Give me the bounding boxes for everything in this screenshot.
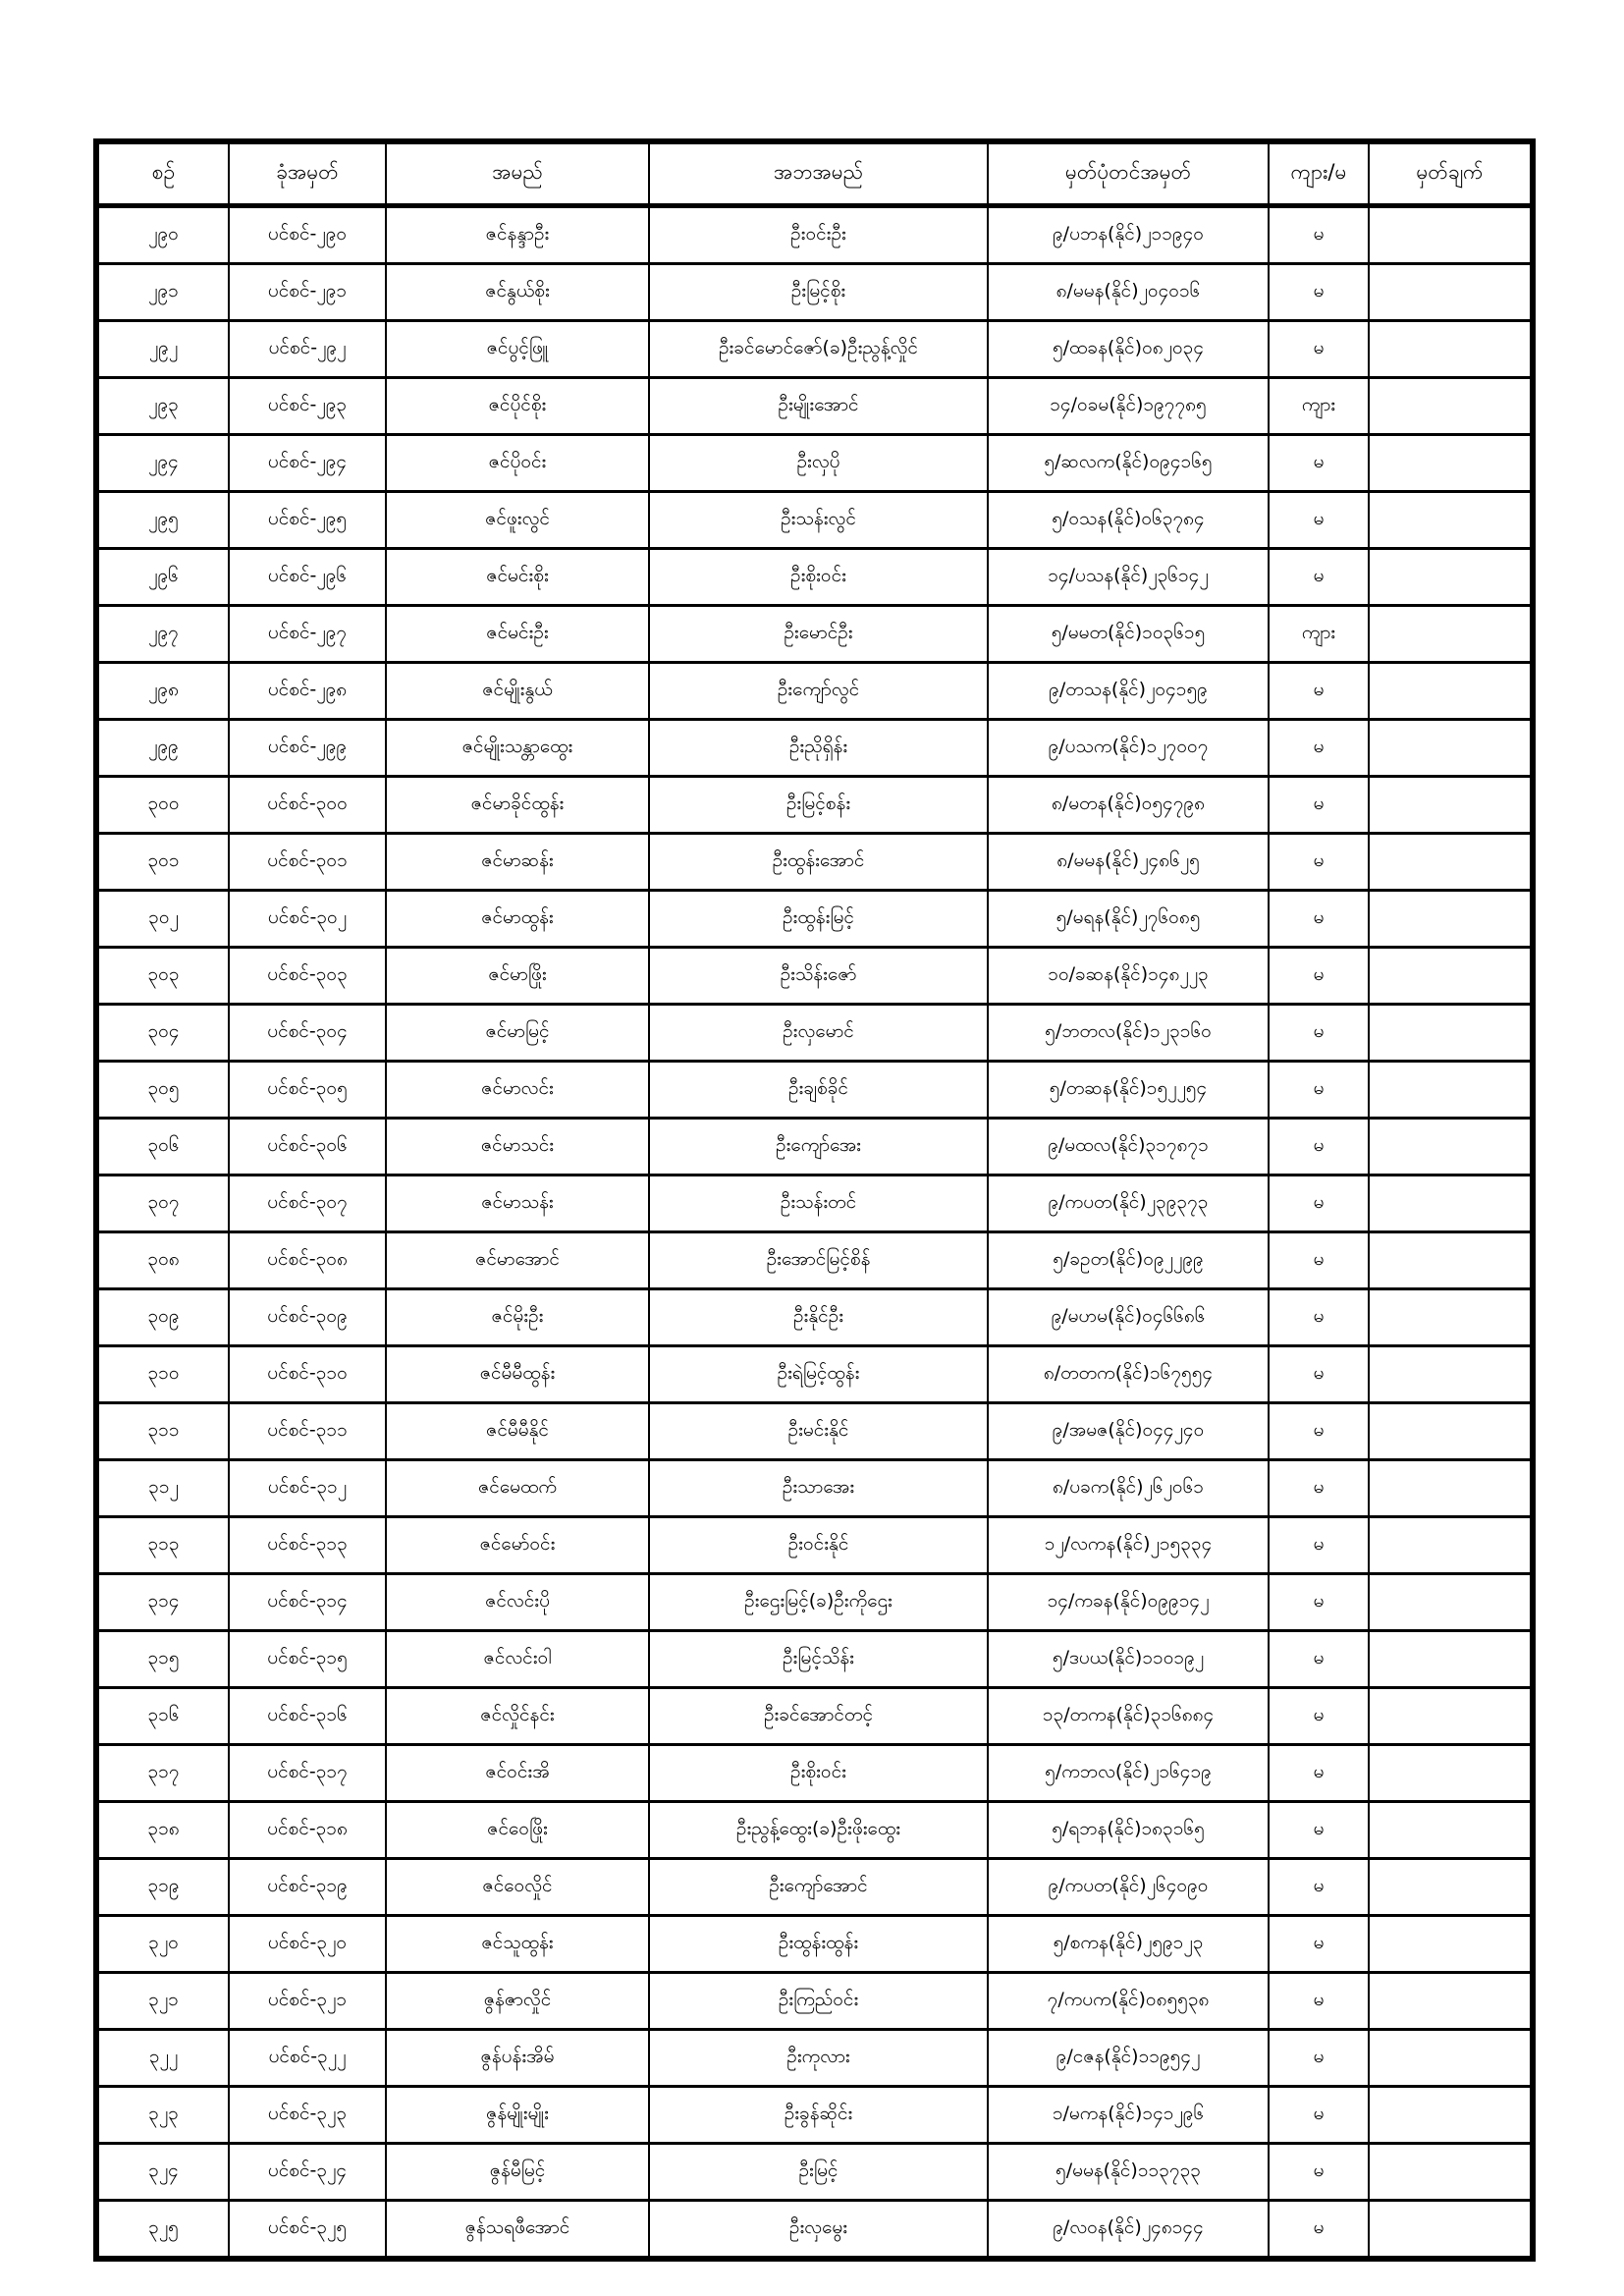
serial-cell: ၃၀၈ bbox=[96, 1232, 229, 1289]
serial-cell: ၃၁၅ bbox=[96, 1631, 229, 1688]
remark-cell bbox=[1369, 1175, 1533, 1232]
nrc-number-cell: ၈/မမန(နိုင်)၂၀၄၀၁၆ bbox=[988, 264, 1269, 321]
gender-cell: မ bbox=[1269, 2030, 1369, 2087]
table-row bbox=[96, 1631, 1533, 1688]
remark-cell bbox=[1369, 435, 1533, 492]
name-cell: ဇင်လင်းဝါ bbox=[386, 1631, 649, 1688]
serial-cell: ၃၂၃ bbox=[96, 2087, 229, 2144]
table-row bbox=[96, 2087, 1533, 2144]
nrc-number-cell: ၁၄/ပသန(နိုင်)၂၃၆၁၄၂ bbox=[988, 549, 1269, 606]
header-gender: ကျား/မ bbox=[1269, 141, 1369, 206]
roll-number-cell: ပင်စင်-၃၂၅ bbox=[229, 2201, 386, 2260]
table-row bbox=[96, 1175, 1533, 1232]
remark-cell bbox=[1369, 1005, 1533, 1062]
father-name-cell: ဦးညွန့်ထွေး(ခ)ဦးဖိုးထွေး bbox=[649, 1802, 988, 1859]
serial-cell: ၃၁၃ bbox=[96, 1517, 229, 1574]
father-name-cell: ဦးလှပို bbox=[649, 435, 988, 492]
father-name-cell: ဦးမြင့်သိန်း bbox=[649, 1631, 988, 1688]
nrc-number-cell: ၉/အမဇ(နိုင်)၀၄၄၂၄၀ bbox=[988, 1403, 1269, 1460]
table-row bbox=[96, 1232, 1533, 1289]
name-cell: ဇင်ဝေဖြိုး bbox=[386, 1802, 649, 1859]
roll-number-cell: ပင်စင်-၂၉၂ bbox=[229, 321, 386, 378]
name-cell: ဇင်ဝေလှိုင် bbox=[386, 1859, 649, 1916]
remark-cell bbox=[1369, 777, 1533, 834]
table-row bbox=[96, 1745, 1533, 1802]
roll-number-cell: ပင်စင်-၂၉၆ bbox=[229, 549, 386, 606]
gender-cell: မ bbox=[1269, 2144, 1369, 2201]
gender-cell: မ bbox=[1269, 1460, 1369, 1517]
roll-number-cell: ပင်စင်-၃၁၄ bbox=[229, 1574, 386, 1631]
gender-cell: မ bbox=[1269, 1802, 1369, 1859]
father-name-cell: ဦးဌေးမြင့်(ခ)ဦးကိုဌေး bbox=[649, 1574, 988, 1631]
roll-number-cell: ပင်စင်-၂၉၉ bbox=[229, 720, 386, 777]
name-cell: ဇင်မင်းစိုး bbox=[386, 549, 649, 606]
roll-number-cell: ပင်စင်-၃၀၂ bbox=[229, 891, 386, 948]
roll-number-cell: ပင်စင်-၃၁၀ bbox=[229, 1346, 386, 1403]
gender-cell: မ bbox=[1269, 1119, 1369, 1175]
table-row bbox=[96, 720, 1533, 777]
serial-cell: ၃၀၀ bbox=[96, 777, 229, 834]
serial-cell: ၃၁၆ bbox=[96, 1688, 229, 1745]
nrc-number-cell: ၉/ငဇန(နိုင်)၁၁၉၅၄၂ bbox=[988, 2030, 1269, 2087]
roll-number-cell: ပင်စင်-၃၀၇ bbox=[229, 1175, 386, 1232]
serial-cell: ၂၉၁ bbox=[96, 264, 229, 321]
roll-number-cell: ပင်စင်-၃၁၇ bbox=[229, 1745, 386, 1802]
serial-cell: ၃၀၂ bbox=[96, 891, 229, 948]
father-name-cell: ဦးထွန်းထွန်း bbox=[649, 1916, 988, 1973]
serial-cell: ၃၂၅ bbox=[96, 2201, 229, 2260]
nrc-number-cell: ၉/တသန(နိုင်)၂၀၄၁၅၉ bbox=[988, 663, 1269, 720]
name-cell: ဇင်ပွင့်ဖြူ bbox=[386, 321, 649, 378]
roll-number-cell: ပင်စင်-၃၂၄ bbox=[229, 2144, 386, 2201]
roll-number-cell: ပင်စင်-၃၁၁ bbox=[229, 1403, 386, 1460]
roll-number-cell: ပင်စင်-၃၀၆ bbox=[229, 1119, 386, 1175]
serial-cell: ၃၀၉ bbox=[96, 1289, 229, 1346]
father-name-cell: ဦးဝင်းနိုင် bbox=[649, 1517, 988, 1574]
roll-number-cell: ပင်စင်-၃၀၁ bbox=[229, 834, 386, 891]
nrc-number-cell: ၉/မဟမ(နိုင်)၀၄၆၆၈၆ bbox=[988, 1289, 1269, 1346]
roll-number-cell: ပင်စင်-၂၉၁ bbox=[229, 264, 386, 321]
remark-cell bbox=[1369, 2144, 1533, 2201]
table-row bbox=[96, 948, 1533, 1005]
name-cell: ဇင်ပိုဝင်း bbox=[386, 435, 649, 492]
header-roll-number: ခုံအမှတ် bbox=[229, 141, 386, 206]
nrc-number-cell: ၅/ရဘန(နိုင်)၁၈၃၁၆၅ bbox=[988, 1802, 1269, 1859]
name-cell: ဇင်နွယ်စိုး bbox=[386, 264, 649, 321]
roll-number-cell: ပင်စင်-၃၁၅ bbox=[229, 1631, 386, 1688]
name-cell: ဇင်မာထွန်း bbox=[386, 891, 649, 948]
name-cell: ဇင်လင်းပို bbox=[386, 1574, 649, 1631]
name-cell: ဇင်မာလင်း bbox=[386, 1062, 649, 1119]
nrc-number-cell: ၁၀/ခဆန(နိုင်)၁၄၈၂၂၃ bbox=[988, 948, 1269, 1005]
father-name-cell: ဦးမြင့် bbox=[649, 2144, 988, 2201]
name-cell: ဇင်မေထက် bbox=[386, 1460, 649, 1517]
serial-cell: ၃၂၄ bbox=[96, 2144, 229, 2201]
table-row bbox=[96, 1802, 1533, 1859]
father-name-cell: ဦးမောင်ဦး bbox=[649, 606, 988, 663]
father-name-cell: ဦးရဲမြင့်ထွန်း bbox=[649, 1346, 988, 1403]
serial-cell: ၃၁၉ bbox=[96, 1859, 229, 1916]
remark-cell bbox=[1369, 1289, 1533, 1346]
table-row bbox=[96, 777, 1533, 834]
serial-cell: ၃၁၀ bbox=[96, 1346, 229, 1403]
name-cell: ဇင်မင်းဦး bbox=[386, 606, 649, 663]
roll-number-cell: ပင်စင်-၂၉၈ bbox=[229, 663, 386, 720]
nrc-number-cell: ၅/ခဥတ(နိုင်)၀၉၂၂၉၉ bbox=[988, 1232, 1269, 1289]
father-name-cell: ဦးသိန်းဇော် bbox=[649, 948, 988, 1005]
name-cell: ဇွန်မီမြင့် bbox=[386, 2144, 649, 2201]
remark-cell bbox=[1369, 1745, 1533, 1802]
gender-cell: မ bbox=[1269, 1175, 1369, 1232]
gender-cell: မ bbox=[1269, 1062, 1369, 1119]
roll-number-cell: ပင်စင်-၃၀၅ bbox=[229, 1062, 386, 1119]
gender-cell: မ bbox=[1269, 264, 1369, 321]
roll-number-cell: ပင်စင်-၃၂၀ bbox=[229, 1916, 386, 1973]
father-name-cell: ဦးညိုရှိန်း bbox=[649, 720, 988, 777]
roll-number-cell: ပင်စင်-၂၉၄ bbox=[229, 435, 386, 492]
serial-cell: ၃၁၇ bbox=[96, 1745, 229, 1802]
nrc-number-cell: ၁/မကန(နိုင်)၁၄၁၂၉၆ bbox=[988, 2087, 1269, 2144]
roll-number-cell: ပင်စင်-၃၀၈ bbox=[229, 1232, 386, 1289]
nrc-number-cell: ၉/ကပတ(နိုင်)၂၃၉၃၇၃ bbox=[988, 1175, 1269, 1232]
nrc-number-cell: ၁၃/တကန(နိုင်)၃၁၆၈၈၄ bbox=[988, 1688, 1269, 1745]
remark-cell bbox=[1369, 206, 1533, 264]
father-name-cell: ဦးနိုင်ဦး bbox=[649, 1289, 988, 1346]
father-name-cell: ဦးကုလား bbox=[649, 2030, 988, 2087]
header-name: အမည် bbox=[386, 141, 649, 206]
header-father-name: အဘအမည် bbox=[649, 141, 988, 206]
gender-cell: မ bbox=[1269, 720, 1369, 777]
table-row bbox=[96, 606, 1533, 663]
remark-cell bbox=[1369, 321, 1533, 378]
nrc-number-cell: ၉/မထလ(နိုင်)၃၁၇၈၇၁ bbox=[988, 1119, 1269, 1175]
father-name-cell: ဦးမျိုးအောင် bbox=[649, 378, 988, 435]
serial-cell: ၂၉၉ bbox=[96, 720, 229, 777]
table-row bbox=[96, 321, 1533, 378]
nrc-number-cell: ၅/ဒပယ(နိုင်)၁၁၀၁၉၂ bbox=[988, 1631, 1269, 1688]
remark-cell bbox=[1369, 2087, 1533, 2144]
table-row bbox=[96, 435, 1533, 492]
remark-cell bbox=[1369, 1802, 1533, 1859]
gender-cell: မ bbox=[1269, 663, 1369, 720]
roll-number-cell: ပင်စင်-၂၉၇ bbox=[229, 606, 386, 663]
table-row bbox=[96, 549, 1533, 606]
roll-number-cell: ပင်စင်-၃၂၃ bbox=[229, 2087, 386, 2144]
serial-cell: ၂၉၀ bbox=[96, 206, 229, 264]
roll-number-cell: ပင်စင်-၃၀၄ bbox=[229, 1005, 386, 1062]
gender-cell: မ bbox=[1269, 1574, 1369, 1631]
header-serial: စဉ် bbox=[96, 141, 229, 206]
nrc-number-cell: ၅/မမန(နိုင်)၁၁၃၇၃၃ bbox=[988, 2144, 1269, 2201]
name-cell: ဇင်မျိုးနွယ် bbox=[386, 663, 649, 720]
gender-cell: မ bbox=[1269, 2201, 1369, 2260]
remark-cell bbox=[1369, 948, 1533, 1005]
table-row bbox=[96, 1517, 1533, 1574]
nrc-number-cell: ၈/မတန(နိုင်)၀၅၄၇၉၈ bbox=[988, 777, 1269, 834]
serial-cell: ၃၀၆ bbox=[96, 1119, 229, 1175]
remark-cell bbox=[1369, 1346, 1533, 1403]
table-row bbox=[96, 1916, 1533, 1973]
table-row bbox=[96, 663, 1533, 720]
serial-cell: ၃၂၁ bbox=[96, 1973, 229, 2030]
gender-cell: မ bbox=[1269, 1973, 1369, 2030]
father-name-cell: ဦးသန်းတင် bbox=[649, 1175, 988, 1232]
remark-cell bbox=[1369, 378, 1533, 435]
remark-cell bbox=[1369, 891, 1533, 948]
table-row bbox=[96, 1688, 1533, 1745]
gender-cell: မ bbox=[1269, 435, 1369, 492]
remark-cell bbox=[1369, 1403, 1533, 1460]
father-name-cell: ဦးလှမောင် bbox=[649, 1005, 988, 1062]
serial-cell: ၃၀၅ bbox=[96, 1062, 229, 1119]
nrc-number-cell: ၁၄/ကခန(နိုင်)၀၉၉၁၄၂ bbox=[988, 1574, 1269, 1631]
gender-cell: မ bbox=[1269, 1289, 1369, 1346]
roll-number-cell: ပင်စင်-၂၉၃ bbox=[229, 378, 386, 435]
nrc-number-cell: ၉/ပဘန(နိုင်)၂၁၁၉၄၀ bbox=[988, 206, 1269, 264]
table-row bbox=[96, 1119, 1533, 1175]
gender-cell: မ bbox=[1269, 1005, 1369, 1062]
table-row bbox=[96, 1859, 1533, 1916]
gender-cell: မ bbox=[1269, 1916, 1369, 1973]
gender-cell: မ bbox=[1269, 1232, 1369, 1289]
remark-cell bbox=[1369, 1517, 1533, 1574]
header-remark: မှတ်ချက် bbox=[1369, 141, 1533, 206]
serial-cell: ၃၂၀ bbox=[96, 1916, 229, 1973]
remark-cell bbox=[1369, 549, 1533, 606]
father-name-cell: ဦးချစ်ခိုင် bbox=[649, 1062, 988, 1119]
serial-cell: ၃၀၁ bbox=[96, 834, 229, 891]
gender-cell: မ bbox=[1269, 834, 1369, 891]
remark-cell bbox=[1369, 606, 1533, 663]
gender-cell: မ bbox=[1269, 206, 1369, 264]
nrc-number-cell: ၈/တတက(နိုင်)၁၆၇၅၅၄ bbox=[988, 1346, 1269, 1403]
father-name-cell: ဦးခွန်ဆိုင်း bbox=[649, 2087, 988, 2144]
name-cell: ဇင်မာအောင် bbox=[386, 1232, 649, 1289]
serial-cell: ၃၁၂ bbox=[96, 1460, 229, 1517]
table-row bbox=[96, 264, 1533, 321]
roll-number-cell: ပင်စင်-၃၂၂ bbox=[229, 2030, 386, 2087]
nrc-number-cell: ၅/ထခန(နိုင်)၀၈၂၀၃၄ bbox=[988, 321, 1269, 378]
name-cell: ဇင်မျိုးသန္တာထွေး bbox=[386, 720, 649, 777]
gender-cell: မ bbox=[1269, 1403, 1369, 1460]
nrc-number-cell: ၅/ဆလက(နိုင်)၀၉၄၁၆၅ bbox=[988, 435, 1269, 492]
gender-cell: မ bbox=[1269, 1745, 1369, 1802]
name-cell: ဇွန်မျိုးမျိုး bbox=[386, 2087, 649, 2144]
table-row bbox=[96, 1973, 1533, 2030]
nrc-number-cell: ၅/မမတ(နိုင်)၁၀၃၆၁၅ bbox=[988, 606, 1269, 663]
table-row bbox=[96, 1403, 1533, 1460]
father-name-cell: ဦးထွန်းမြင့် bbox=[649, 891, 988, 948]
nrc-number-cell: ၅/ကဘလ(နိုင်)၂၁၆၄၁၉ bbox=[988, 1745, 1269, 1802]
serial-cell: ၂၉၇ bbox=[96, 606, 229, 663]
table-row bbox=[96, 2144, 1533, 2201]
name-cell: ဇင်မော်ဝင်း bbox=[386, 1517, 649, 1574]
roll-number-cell: ပင်စင်-၃၀၃ bbox=[229, 948, 386, 1005]
nrc-number-cell: ၉/ပသက(နိုင်)၁၂၇၀၀၇ bbox=[988, 720, 1269, 777]
remark-cell bbox=[1369, 1062, 1533, 1119]
serial-cell: ၃၁၄ bbox=[96, 1574, 229, 1631]
nrc-number-cell: ၅/စကန(နိုင်)၂၅၉၁၂၃ bbox=[988, 1916, 1269, 1973]
remark-cell bbox=[1369, 1859, 1533, 1916]
father-name-cell: ဦးခင်အောင်တင့် bbox=[649, 1688, 988, 1745]
gender-cell: မ bbox=[1269, 1688, 1369, 1745]
name-cell: ဇွန်ပန်းအိမ် bbox=[386, 2030, 649, 2087]
serial-cell: ၃၀၃ bbox=[96, 948, 229, 1005]
table-row bbox=[96, 1062, 1533, 1119]
father-name-cell: ဦးစိုးဝင်း bbox=[649, 549, 988, 606]
father-name-cell: ဦးလှမွေး bbox=[649, 2201, 988, 2260]
father-name-cell: ဦးကျော်အေး bbox=[649, 1119, 988, 1175]
father-name-cell: ဦးသန်းလွင် bbox=[649, 492, 988, 549]
father-name-cell: ဦးမြင့်စိုး bbox=[649, 264, 988, 321]
name-cell: ဇင်နန္ဒာဦး bbox=[386, 206, 649, 264]
remark-cell bbox=[1369, 1232, 1533, 1289]
father-name-cell: ဦးစိုးဝင်း bbox=[649, 1745, 988, 1802]
gender-cell: မ bbox=[1269, 2087, 1369, 2144]
nrc-number-cell: ၅/တဆန(နိုင်)၁၅၂၂၅၄ bbox=[988, 1062, 1269, 1119]
gender-cell: မ bbox=[1269, 1346, 1369, 1403]
gender-cell: မ bbox=[1269, 549, 1369, 606]
gender-cell: မ bbox=[1269, 492, 1369, 549]
name-cell: ဇင်မာသင်း bbox=[386, 1119, 649, 1175]
table-row bbox=[96, 1460, 1533, 1517]
remark-cell bbox=[1369, 1631, 1533, 1688]
remark-cell bbox=[1369, 492, 1533, 549]
nrc-number-cell: ၁၂/လကန(နိုင်)၂၁၅၃၃၄ bbox=[988, 1517, 1269, 1574]
remark-cell bbox=[1369, 1460, 1533, 1517]
remark-cell bbox=[1369, 663, 1533, 720]
name-cell: ဇင်မီမီထွန်း bbox=[386, 1346, 649, 1403]
table-row bbox=[96, 1346, 1533, 1403]
father-name-cell: ဦးမြင့်စန်း bbox=[649, 777, 988, 834]
serial-cell: ၂၉၆ bbox=[96, 549, 229, 606]
nrc-number-cell: ၅/ဝသန(နိုင်)၀၆၃၇၈၄ bbox=[988, 492, 1269, 549]
table-row bbox=[96, 1574, 1533, 1631]
serial-cell: ၃၁၁ bbox=[96, 1403, 229, 1460]
gender-cell: မ bbox=[1269, 321, 1369, 378]
nrc-number-cell: ၈/ပခက(နိုင်)၂၆၂၀၆၁ bbox=[988, 1460, 1269, 1517]
table-row bbox=[96, 492, 1533, 549]
name-cell: ဇင်ဖူးလွင် bbox=[386, 492, 649, 549]
father-name-cell: ဦးကြည်ဝင်း bbox=[649, 1973, 988, 2030]
name-cell: ဇင်မာခိုင်ထွန်း bbox=[386, 777, 649, 834]
roll-number-cell: ပင်စင်-၃၂၁ bbox=[229, 1973, 386, 2030]
name-cell: ဇင်မာဖြိုး bbox=[386, 948, 649, 1005]
name-cell: ဇင်ဝင်းအိ bbox=[386, 1745, 649, 1802]
table-body bbox=[96, 206, 1533, 2260]
roll-number-cell: ပင်စင်-၂၉၅ bbox=[229, 492, 386, 549]
nrc-number-cell: ၇/ကပက(နိုင်)၀၈၅၅၃၈ bbox=[988, 1973, 1269, 2030]
roll-number-cell: ပင်စင်-၃၁၂ bbox=[229, 1460, 386, 1517]
name-cell: ဇင်လှိုင်နင်း bbox=[386, 1688, 649, 1745]
name-cell: ဇင်ပိုင်စိုး bbox=[386, 378, 649, 435]
name-cell: ဇင်မီမီနိုင် bbox=[386, 1403, 649, 1460]
roll-number-cell: ပင်စင်-၃၁၃ bbox=[229, 1517, 386, 1574]
nrc-number-cell: ၉/ကပတ(နိုင်)၂၆၄၀၉၀ bbox=[988, 1859, 1269, 1916]
father-name-cell: ဦးခင်မောင်ဇော်(ခ)ဦးညွန့်လှိုင် bbox=[649, 321, 988, 378]
table-row bbox=[96, 206, 1533, 264]
roll-number-cell: ပင်စင်-၃၁၈ bbox=[229, 1802, 386, 1859]
remark-cell bbox=[1369, 1688, 1533, 1745]
roll-number-cell: ပင်စင်-၃၀၉ bbox=[229, 1289, 386, 1346]
serial-cell: ၃၀၇ bbox=[96, 1175, 229, 1232]
remark-cell bbox=[1369, 1916, 1533, 1973]
candidate-roster-table bbox=[93, 138, 1536, 2262]
serial-cell: ၂၉၃ bbox=[96, 378, 229, 435]
father-name-cell: ဦးဝင်းဦး bbox=[649, 206, 988, 264]
table-row bbox=[96, 1289, 1533, 1346]
table-row bbox=[96, 891, 1533, 948]
nrc-number-cell: ၁၄/ဝခမ(နိုင်)၁၉၇၇၈၅ bbox=[988, 378, 1269, 435]
father-name-cell: ဦးသာအေး bbox=[649, 1460, 988, 1517]
name-cell: ဇင်မာမြင့် bbox=[386, 1005, 649, 1062]
name-cell: ဇွန်သရဖီအောင် bbox=[386, 2201, 649, 2260]
header-nrc-number: မှတ်ပုံတင်အမှတ် bbox=[988, 141, 1269, 206]
remark-cell bbox=[1369, 1119, 1533, 1175]
serial-cell: ၃၂၂ bbox=[96, 2030, 229, 2087]
nrc-number-cell: ၅/ဘတလ(နိုင်)၁၂၃၁၆၀ bbox=[988, 1005, 1269, 1062]
serial-cell: ၃၀၄ bbox=[96, 1005, 229, 1062]
father-name-cell: ဦးမင်းနိုင် bbox=[649, 1403, 988, 1460]
serial-cell: ၂၉၂ bbox=[96, 321, 229, 378]
name-cell: ဇင်မာသန်း bbox=[386, 1175, 649, 1232]
nrc-number-cell: ၉/လဝန(နိုင်)၂၄၈၁၄၄ bbox=[988, 2201, 1269, 2260]
table-row bbox=[96, 2030, 1533, 2087]
nrc-number-cell: ၈/မမန(နိုင်)၂၄၈၆၂၅ bbox=[988, 834, 1269, 891]
name-cell: ဇွန်ဇာလှိုင် bbox=[386, 1973, 649, 2030]
gender-cell: ကျား bbox=[1269, 606, 1369, 663]
table-row bbox=[96, 834, 1533, 891]
gender-cell: မ bbox=[1269, 948, 1369, 1005]
roll-number-cell: ပင်စင်-၃၀၀ bbox=[229, 777, 386, 834]
gender-cell: မ bbox=[1269, 1517, 1369, 1574]
table-header-row bbox=[96, 141, 1533, 206]
name-cell: ဇင်သူထွန်း bbox=[386, 1916, 649, 1973]
remark-cell bbox=[1369, 1973, 1533, 2030]
serial-cell: ၂၉၄ bbox=[96, 435, 229, 492]
father-name-cell: ဦးအောင်မြင့်စိန် bbox=[649, 1232, 988, 1289]
gender-cell: မ bbox=[1269, 777, 1369, 834]
serial-cell: ၂၉၅ bbox=[96, 492, 229, 549]
serial-cell: ၂၉၈ bbox=[96, 663, 229, 720]
remark-cell bbox=[1369, 2030, 1533, 2087]
gender-cell: မ bbox=[1269, 1859, 1369, 1916]
roll-number-cell: ပင်စင်-၃၁၉ bbox=[229, 1859, 386, 1916]
remark-cell bbox=[1369, 720, 1533, 777]
remark-cell bbox=[1369, 264, 1533, 321]
nrc-number-cell: ၅/မရန(နိုင်)၂၇၆၀၈၅ bbox=[988, 891, 1269, 948]
table-row bbox=[96, 378, 1533, 435]
serial-cell: ၃၁၈ bbox=[96, 1802, 229, 1859]
remark-cell bbox=[1369, 1574, 1533, 1631]
table-row bbox=[96, 1005, 1533, 1062]
name-cell: ဇင်မိုးဦး bbox=[386, 1289, 649, 1346]
roll-number-cell: ပင်စင်-၂၉၀ bbox=[229, 206, 386, 264]
father-name-cell: ဦးကျော်အောင် bbox=[649, 1859, 988, 1916]
roll-number-cell: ပင်စင်-၃၁၆ bbox=[229, 1688, 386, 1745]
remark-cell bbox=[1369, 834, 1533, 891]
father-name-cell: ဦးကျော်လွင် bbox=[649, 663, 988, 720]
gender-cell: မ bbox=[1269, 1631, 1369, 1688]
gender-cell: ကျား bbox=[1269, 378, 1369, 435]
name-cell: ဇင်မာဆန်း bbox=[386, 834, 649, 891]
remark-cell bbox=[1369, 2201, 1533, 2260]
father-name-cell: ဦးထွန်းအောင် bbox=[649, 834, 988, 891]
table-row bbox=[96, 2201, 1533, 2260]
gender-cell: မ bbox=[1269, 891, 1369, 948]
